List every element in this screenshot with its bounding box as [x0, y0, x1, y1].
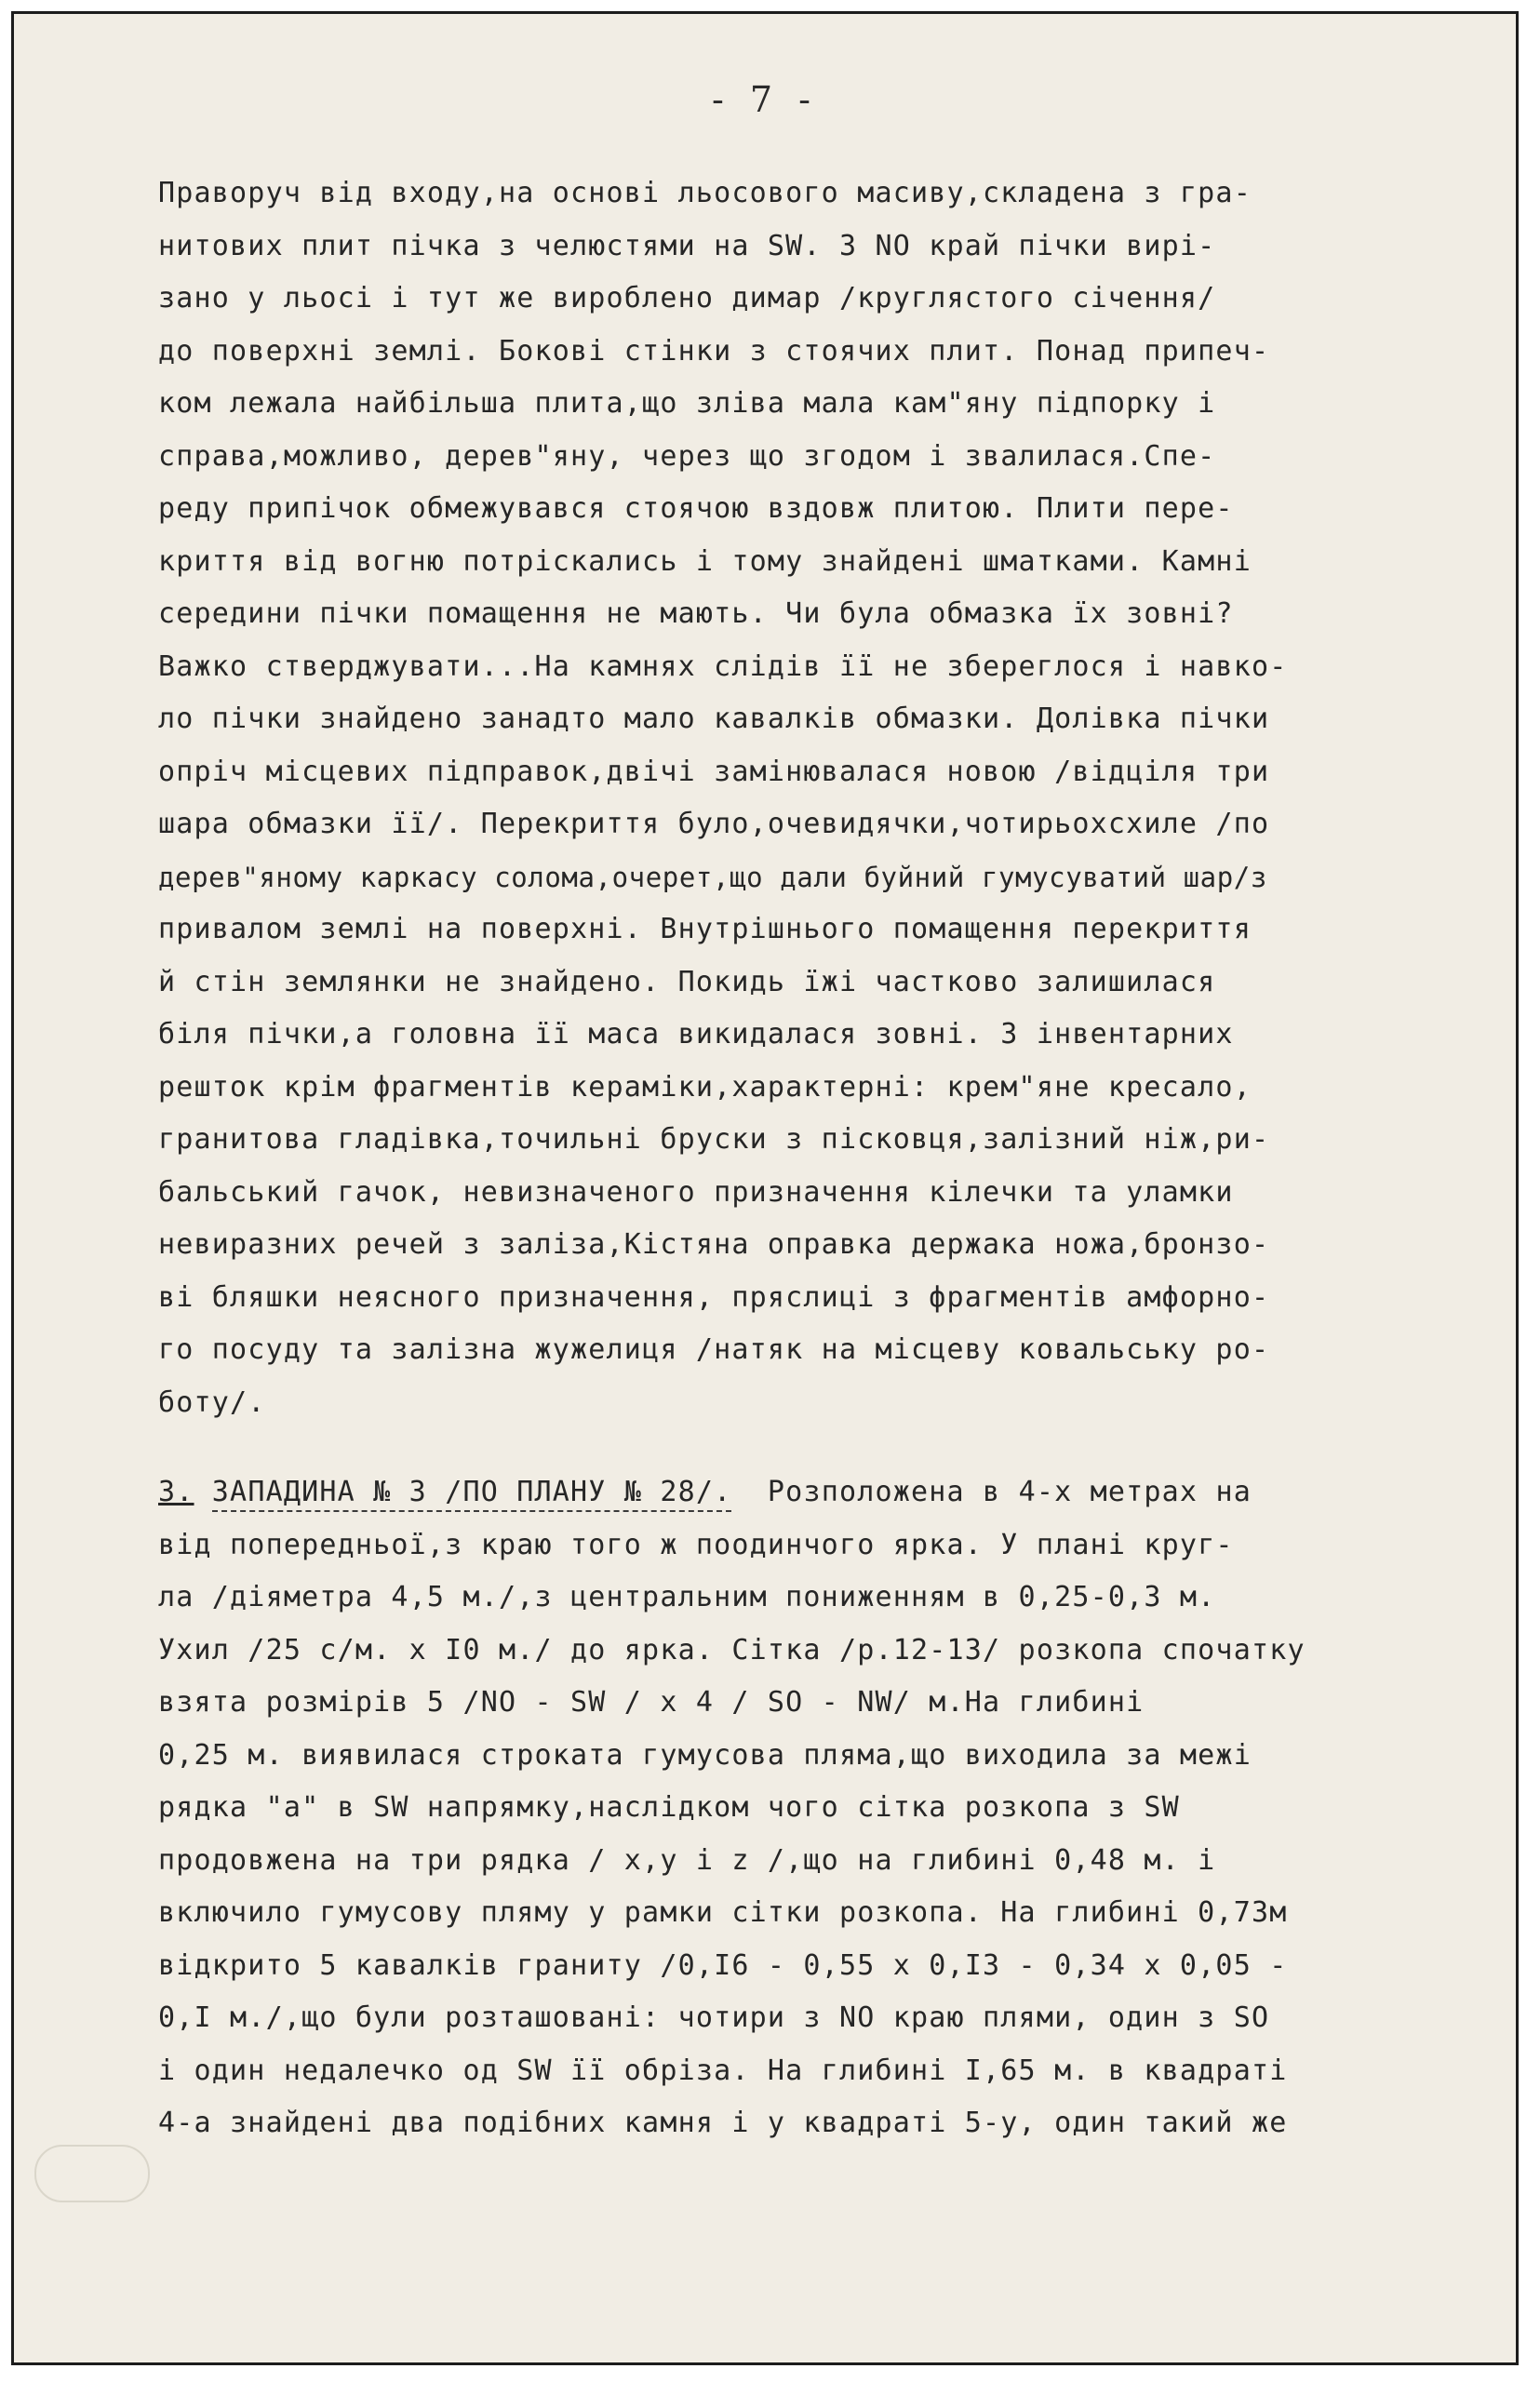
text-line: взята розмірів 5 /NO - SW / х 4 / SO - NW/ м.На глибині [158, 1686, 1145, 1719]
text-line: від попередньої,з краю того ж поодинчого ярка. У плані круг- [158, 1528, 1234, 1561]
text-line: середини пічки помащення не мають. Чи була обмазка їх зовні? [158, 597, 1234, 630]
text-line: продовжена на три рядка / х,у і z /,що на глибині 0,48 м. і [158, 1843, 1216, 1877]
text-line: бальський гачок, невизначеного призначення кілечки та уламки [158, 1175, 1234, 1209]
text-line: 0,25 м. виявилася строката гумусова пляма,що виходила за межі [158, 1738, 1252, 1772]
text-line: нитових плит пічка з челюстями на SW. З NO край пічки вирі- [158, 229, 1216, 262]
text-fragment: Розположена в 4-х метрах на [767, 1476, 1252, 1508]
text-line: дерев"яному каркасу солома,очерет,що дали буйний гумусуватий шар/з [158, 861, 1267, 893]
text-line: біля пічки,а головна її маса викидалася зовні. З інвентарних [158, 1018, 1234, 1050]
text-line: і один недалечко од SW її обріза. На глибині I,65 м. в квадраті [158, 2054, 1288, 2087]
text-line: зано у льосі і тут же вироблено димар /круглястого січення/ [158, 282, 1216, 314]
document-body [158, 167, 1498, 2150]
text-line: й стін землянки не знайдено. Покидь їжі частково залишилася [158, 965, 1216, 998]
section-title: ЗАПАДИНА № 3 /ПО ПЛАНУ № 28/. [212, 1476, 732, 1512]
text-line: шара обмазки її/. Перекриття було,очевидячки,чотирьохсхиле /по [158, 808, 1270, 840]
text-line: рядка "а" в SW напрямку,наслідком чого сітка розкопа з SW [158, 1791, 1180, 1824]
text-line: 4-а знайдені два подібних камня і у квадраті 5-у, один такий же [158, 2107, 1288, 2139]
text-line: криття від вогню потріскались і тому знайдені шматками. Камні [158, 544, 1252, 578]
paragraph-hearth-description [158, 167, 1498, 1429]
section-number: 3. [158, 1476, 194, 1508]
document-page [11, 11, 1519, 2365]
text-line: до поверхні землі. Бокові стінки з стоячих плит. Понад припеч- [158, 334, 1270, 368]
text-line: відкрито 5 кавалків граниту /0,I6 - 0,55 х 0,I3 - 0,34 х 0,05 - [158, 1948, 1288, 1982]
section-heading-line [158, 1466, 1498, 1519]
text-line: Важко стверджувати...На камнях слідів її не збереглося і навко- [158, 649, 1288, 683]
text-line: ла /діяметра 4,5 м./,з центральним пониженням в 0,25-0,3 м. [158, 1581, 1216, 1613]
section-depression-3 [158, 1466, 1498, 2150]
text-line: Праворуч від входу,на основі льосового масиву,складена з гра- [158, 177, 1252, 209]
text-line: невиразних речей з заліза,Кістяна оправка держака ножа,бронзо- [158, 1228, 1270, 1261]
text-line: справа,можливо, дерев"яну, через що згодом і звалилася.Спе- [158, 439, 1216, 473]
text-line: Ухил /25 с/м. х I0 м./ до ярка. Сітка /р.12-13/ розкопа спочатку [158, 1633, 1306, 1666]
text-line: опріч місцевих підправок,двічі замінювалася новою /відціля три [158, 755, 1270, 788]
page-number: - 7 - [711, 79, 818, 120]
text-line: привалом землі на поверхні. Внутрішнього помащення перекриття [158, 913, 1252, 945]
text-line: реду припічок обмежувався стоячою вздовж плитою. Плити пере- [158, 492, 1234, 525]
archive-stamp [34, 2145, 150, 2202]
paragraph-gap [158, 1429, 1498, 1466]
text-line: ком лежала найбільша плита,що зліва мала кам"яну підпорку і [158, 387, 1216, 420]
text-line: боту/. [158, 1385, 266, 1419]
text-line: ло пічки знайдено занадто мало кавалків обмазки. Долівка пічки [158, 703, 1270, 735]
text-line: ві бляшки неясного призначення, пряслиці з фрагментів амфорно- [158, 1280, 1270, 1314]
text-line: решток крім фрагментів кераміки,характерні: крем"яне кресало, [158, 1070, 1252, 1104]
text-line: 0,I м./,що були розташовані: чотири з NO краю плями, один з SO [158, 2001, 1270, 2034]
text-line: гранитова гладівка,точильні бруски з пісковця,залізний ніж,ри- [158, 1123, 1270, 1156]
text-line: включило гумусову пляму у рамки сітки розкопа. На глибині 0,73м [158, 1896, 1288, 1929]
text-line: го посуду та залізна жужелиця /натяк на місцеву ковальську ро- [158, 1333, 1270, 1366]
